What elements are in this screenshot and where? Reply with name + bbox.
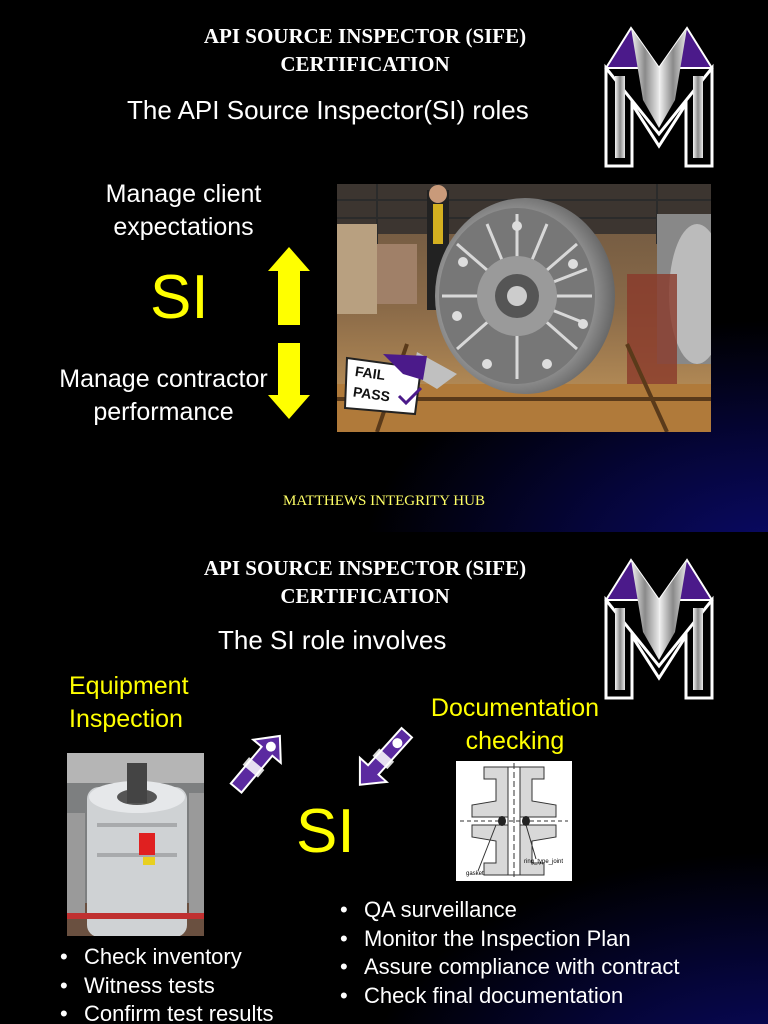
list-item: • Assure compliance with contract — [336, 953, 679, 982]
si-label: SI — [150, 263, 209, 332]
m-logo-icon — [603, 556, 715, 700]
list-item: • Check inventory — [56, 943, 274, 972]
slide1-title: API SOURCE INSPECTOR (SIFE) CERTIFICATION — [203, 24, 527, 76]
m-logo-icon — [603, 24, 715, 168]
list-item: • QA surveillance — [336, 896, 679, 925]
list-item: • Confirm test results — [56, 1000, 274, 1024]
fail-pass-badge — [343, 352, 429, 418]
footer-text: MATTHEWS INTEGRITY HUB — [283, 493, 485, 509]
equipment-image — [67, 753, 204, 936]
equipment-photo — [337, 184, 711, 432]
si-label: SI — [296, 797, 355, 866]
documentation-checking-label: Documentation checking — [430, 694, 600, 755]
slide2-title: API SOURCE INSPECTOR (SIFE) CERTIFICATION — [203, 556, 527, 608]
right-bullet-list — [336, 896, 679, 1010]
left-bullet-list — [56, 943, 274, 1024]
list-item: • Witness tests — [56, 972, 274, 1001]
equipment-inspection-label: Equipment Inspection — [69, 672, 189, 733]
list-item: • Check final documentation — [336, 982, 679, 1011]
badge-pass-text: PASS — [352, 383, 392, 405]
diagram-label-ring: ring_type_joint — [524, 859, 564, 865]
pointer-arrow-icon — [218, 724, 298, 800]
slide2-subtitle: The SI role involves — [218, 625, 447, 655]
list-item: • Monitor the Inspection Plan — [336, 925, 679, 954]
slide1-subtitle: The API Source Inspector(SI) roles — [127, 95, 529, 125]
diagram-label-gasket: gasket — [466, 871, 484, 877]
manage-contractor-label: Manage contractor performance — [59, 365, 268, 426]
checkmark-icon — [397, 386, 423, 406]
badge-fail-text: FAIL — [354, 362, 387, 384]
equipment-inspection-photo — [67, 753, 204, 936]
slide-2 — [0, 532, 768, 1024]
pointer-arrow-icon — [343, 718, 425, 798]
manage-client-label: Manage client expectations — [105, 180, 262, 241]
documentation-diagram — [456, 761, 572, 881]
